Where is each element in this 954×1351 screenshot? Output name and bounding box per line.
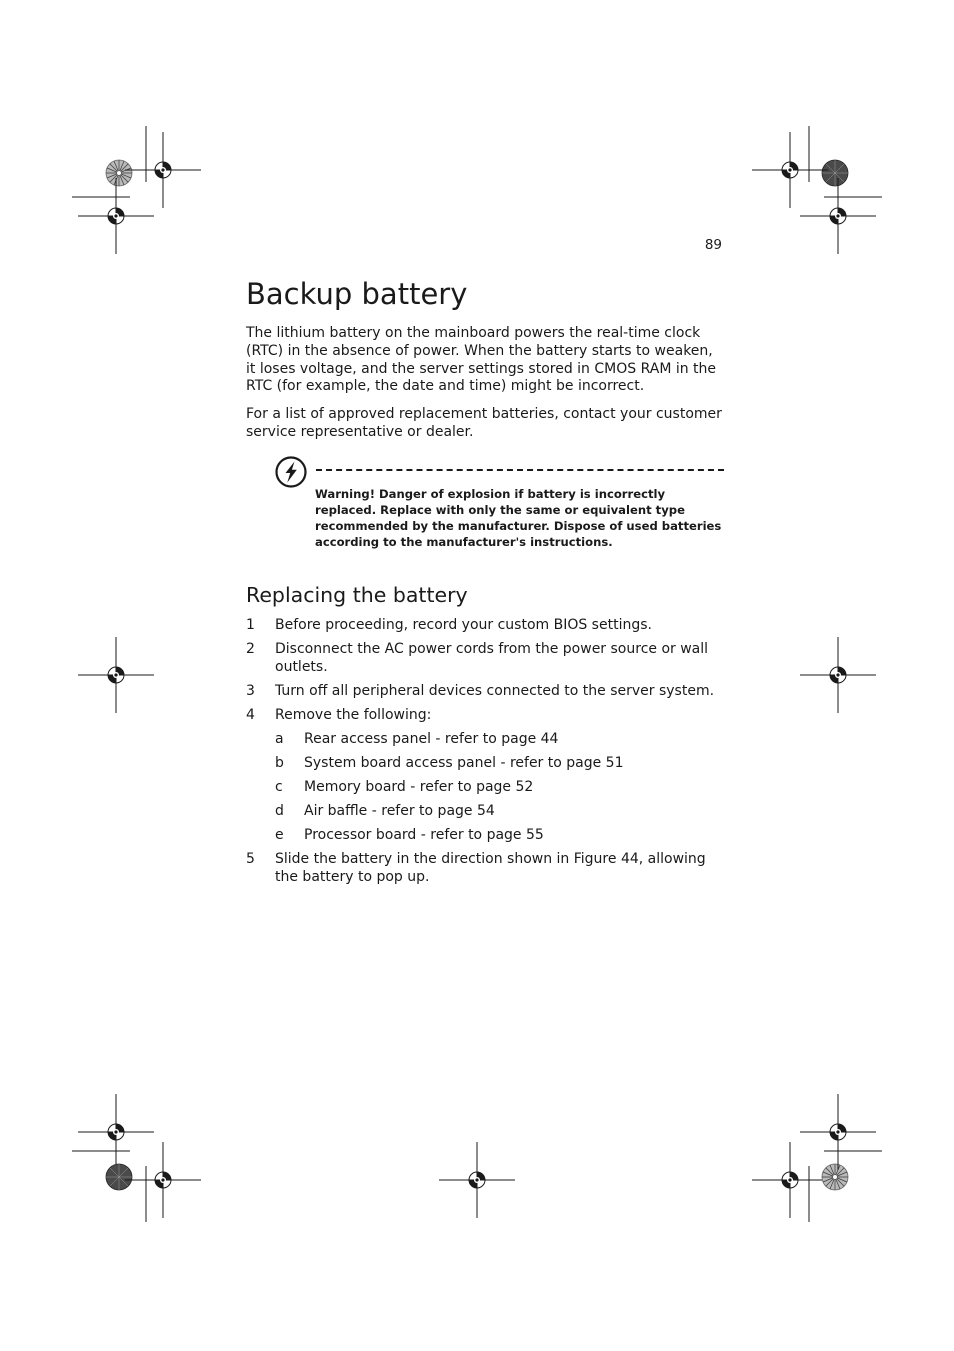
list-item — [246, 640, 724, 676]
substep-text: Processor board - refer to page 55 — [304, 826, 544, 843]
intro-paragraph: The lithium battery on the mainboard powers the real-time clock (RTC) in the absence of power. When the battery starts to weaken, it loses voltage, and the server settings stored in CMOS RAM in the RTC (for example, the date and time) might be incorrect. — [246, 325, 717, 395]
section-title: Replacing the battery — [246, 582, 468, 607]
lightning-bolt-warning-icon — [275, 456, 307, 488]
step-text: Remove the following: — [275, 706, 432, 723]
substep-letter: c — [275, 778, 283, 795]
step-text: Turn off all peripheral devices connected to the server system. — [275, 682, 715, 699]
list-item — [275, 826, 724, 844]
list-item — [275, 802, 724, 820]
step-text: Slide the battery in the direction shown in Figure 44, allowing the battery to pop up. — [275, 850, 706, 885]
warning-dashed-rule — [316, 469, 724, 471]
step-text: Disconnect the AC power cords from the power source or wall outlets. — [275, 640, 709, 675]
list-item — [246, 850, 724, 886]
replacement-paragraph: For a list of approved replacement batteries, contact your customer service representative or dealer. — [246, 406, 722, 440]
step-text: Before proceeding, record your custom BIOS settings. — [275, 616, 652, 633]
step-number: 2 — [246, 640, 255, 657]
step-number: 1 — [246, 616, 255, 633]
page-title: Backup battery — [246, 277, 468, 311]
step-number: 3 — [246, 682, 255, 699]
substep-text: Rear access panel - refer to page 44 — [304, 730, 559, 747]
substep-text: Air baffle - refer to page 54 — [304, 802, 495, 819]
substeps-list — [275, 730, 724, 844]
warning-text: Warning! Danger of explosion if battery is incorrectly replaced. Replace with only the same or equivalent type recommended by the manufacturer. Dispose of used batteries according to the manufacturer's instructions. — [315, 486, 722, 549]
substep-text: System board access panel - refer to page 51 — [304, 754, 624, 771]
substep-letter: d — [275, 802, 284, 819]
list-item — [275, 778, 724, 796]
step-number: 4 — [246, 706, 255, 723]
substep-letter: b — [275, 754, 284, 771]
substep-letter: e — [275, 826, 284, 843]
page-number: 89 — [704, 237, 722, 253]
main-content — [246, 276, 724, 892]
list-item — [246, 616, 724, 634]
list-item — [275, 754, 724, 772]
list-item — [246, 706, 724, 844]
steps-list — [246, 616, 724, 886]
list-item — [275, 730, 724, 748]
substep-text: Memory board - refer to page 52 — [304, 778, 534, 795]
warning-callout — [246, 456, 724, 558]
step-number: 5 — [246, 850, 255, 867]
list-item — [246, 682, 724, 700]
substep-letter: a — [275, 730, 284, 747]
